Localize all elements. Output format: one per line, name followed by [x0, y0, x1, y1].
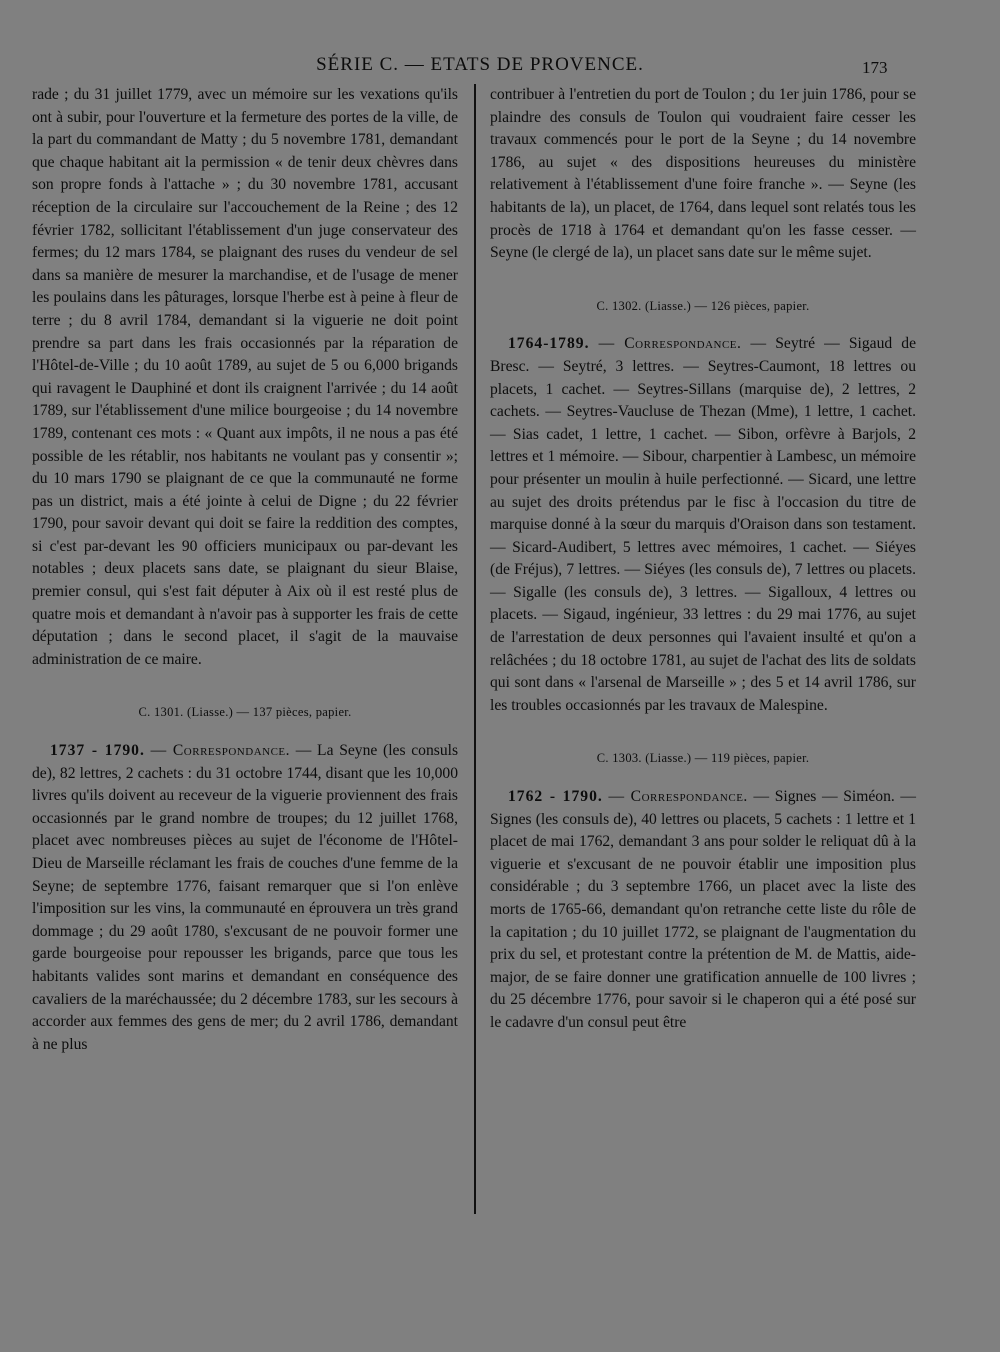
entry-c1303 — [490, 786, 916, 1035]
entry-c1302-heading: — Correspondance. — [598, 335, 742, 353]
entry-c1302-text: — Seytré — Sigaud de Bresc. — Seytré, 3 lettres. — Seytres-Caumont, 18 lettres ou placets, 1 cachet. — Seytres-Sillans (marquise de), 2 lettres, 2 cachets. — Seytres-Vaucluse de Thezan (Mme), 1 lettre, 1 cachet. — Sias cadet, 1 lettre, 1 cachet. — Sibon, orfèvre à Barjols, 2 lettres et 1 mémoire. — Sibour, charpentier à Lambesc, un mémoire pour présenter un moulin à huile perfectionné. — Sicard, une lettre au sujet des droits prétendus par le fisc à l'occasion du titre de marquise donné à la sœur du marquis d'Oraison dans son testament. — Sicard-Audibert, 5 lettres avec mémoires, 1 cachet. — Siéyes (de Fréjus), 7 lettres. — Siéyes (les consuls de), 7 lettres ou placets. — Sigalle (les consuls de), 3 lettres. — Sigalloux, 4 lettres ou placets. — Sigaud, ingénieur, 33 lettres : du 29 mai 1776, au sujet de l'arrestation de deux personnes qui l'avaient insulté et qu'on a relâchées ; du 18 octobre 1781, au sujet de l'achat des lits de soldats qui sont dans « l'arsenal de Marseille » ; des 5 et 14 avril 1786, sur les troubles occasionnés par les travaux de Malespine. — [490, 335, 916, 714]
entry-c1301-heading: — Correspondance. — [150, 742, 291, 760]
entry-c1303-heading: — Correspondance. — [608, 788, 748, 806]
entry-c1303-years: 1762 - 1790. — [508, 788, 603, 806]
entry-c1301-text: — La Seyne (les consuls de), 82 lettres, 2 cachets : du 31 octobre 1744, disant que les 10,000 livres qu'ils doivent au receveur de la viguerie proviennent des frais occasionnés par le grand nombre de troupes; du 12 juillet 1768, placet avec nombreuses pièces au sujet de l'économe de l'Hôtel-Dieu de Marseille réclamant les frais de couches d'une femme de la Seyne; de septembre 1776, faisant remarquer que si l'on enlève l'imposition sur les vins, la communauté en éprouvera un très grand dommage ; du 29 août 1780, s'excusant de ne pouvoir former une garde bourgeoise pour repousser les brigands, parce que tous les habitants valides sont marins et demandant en conséquence des cavaliers de la maréchaussée; du 2 décembre 1783, sur les secours à accorder aux femmes des gens de mer; du 2 avril 1786, demandant à ne plus — [32, 742, 459, 1053]
cote-c1301: C. 1301. (Liasse.) — 137 pièces, papier. — [138, 705, 352, 720]
page-header — [0, 52, 1000, 82]
right-column — [490, 84, 916, 1035]
column-divider — [474, 84, 476, 1214]
entry-c1302 — [490, 333, 916, 717]
entry-c1301-years: 1737 - 1790. — [50, 742, 145, 760]
right-continuation-text: contribuer à l'entretien du port de Toulon ; du 1er juin 1786, pour se plaindre des consuls de Toulon qui voudraient faire cesser les travaux commencés pour le port de la Seyne ; du 14 novembre 1786, au sujet « des dispositions heureuses du ministère relativement à l'établissement d'une foire franche ». — Seyne (les habitants de la), un placet, de 1764, dans lequel sont relatés tous les procès de 1718 à 1764 et demandant qu'on les fasse cesser. — Seyne (le clergé de la), un placet sans date sur le même sujet. — [490, 86, 916, 262]
page-number: 173 — [862, 58, 888, 77]
left-column — [32, 84, 458, 1056]
entry-c1302-years: 1764-1789. — [508, 335, 590, 353]
left-continuation-text: rade ; du 31 juillet 1779, avec un mémoire sur les vexations qu'ils ont à subir, pour l'ouverture et la fermeture des portes de la ville, de la part du commandant de Matty ; du 5 novembre 1781, demandant que chaque habitant ait la permission « de tenir deux chèvres dans son propre fonds à l'attache » ; du 30 novembre 1781, accusant réception de la circulaire sur l'accouchement de la Reine ; des 12 février 1782, sollicitant l'établissement d'un juge conservateur des fermes; du 12 mars 1784, se plaignant des ruses du vendeur de sel dans sa manière de mesurer la marchandise, et de l'usage de mener les poulains dans les pâturages, lorsque l'herbe est à peine à fleur de terre ; du 8 avril 1784, demandant si la viguerie ne doit point prendre sa part dans les frais occasionnés par la réparation de l'Hôtel-de-Ville ; du 10 août 1789, au sujet de 5 ou 6,000 brigands qui ravagent le Dauphiné et dont ils craignent l'arrivée ; du 14 août 1789, sur l'établissement d'une milice bourgeoise ; du 14 novembre 1789, contenant ces mots : « Quant aux impôts, il ne nous a pas été possible de les rétablir, nos habitants ne voulant pas y consentir »; du 10 mars 1790 se plaignant de ce que la communauté ne forme pas un district, mais a été jointe à celui de Digne ; du 22 février 1790, pour savoir devant qui doit se faire la reddition des comptes, si c'est par-devant les 90 officiers municipaux ou par-devant les notables ; deux placets sans date, se plaignant du sieur Blaise, premier consul, qui s'est fait députer à Aix où il est resté plus de quatre mois et demandant à n'avoir pas à supporter les frais de cette députation ; dans le second placet, il s'agit de la mauvaise administration de ce maire. — [32, 86, 458, 668]
running-title: SÉRIE C. — ETATS DE PROVENCE. — [316, 54, 644, 75]
entry-c1303-text: — Signes — Siméon. — Signes (les consuls de), 40 lettres ou placets, 5 cachets : 1 lettre et 1 placet de mai 1762, demandant 3 ans pour solder le reliquat dû à la viguerie et s'excusant de ne pouvoir établir une imposition plus considérable ; du 3 septembre 1766, un placet avec la liste des morts de 1765-66, demandant qu'on retranche cette liste du rôle de la capitation ; du 10 juillet 1772, se plaignant de l'augmentation du prix du sel, et protestant contre la prétention de M. de Mattis, aide-major, de se faire donner une gratification annuelle de 100 livres ; du 25 décembre 1776, pour savoir si le chaperon qui a été posé sur le cadavre d'un consul peut être — [490, 788, 917, 1031]
entry-c1301 — [32, 740, 458, 1056]
cote-c1302: C. 1302. (Liasse.) — 126 pièces, papier. — [596, 298, 810, 313]
cote-c1303: C. 1303. (Liasse.) — 119 pièces, papier. — [596, 751, 810, 766]
